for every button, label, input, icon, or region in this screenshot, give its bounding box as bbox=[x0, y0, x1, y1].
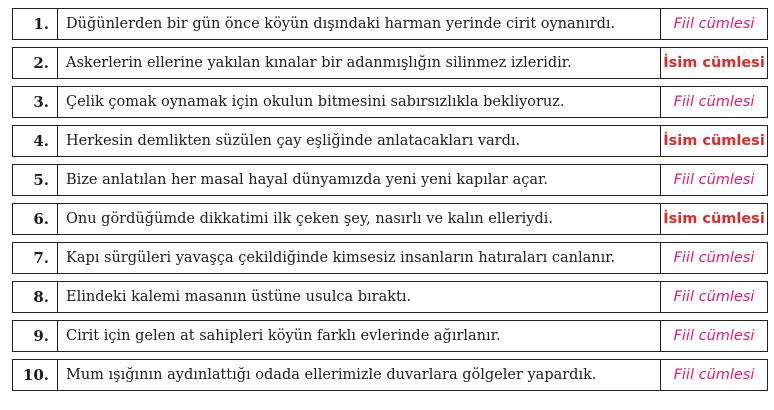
row-number: 8. bbox=[12, 281, 58, 313]
table-row bbox=[12, 281, 768, 313]
answer-label: Fiil cümlesi bbox=[661, 8, 768, 40]
table-row bbox=[12, 8, 768, 40]
table-row bbox=[12, 359, 768, 391]
row-number: 3. bbox=[12, 86, 58, 118]
sentence-text: Askerlerin ellerine yakılan kınalar bir adanmışlığın silinmez izleridir. bbox=[58, 47, 661, 79]
sentence-classification-sheet bbox=[12, 8, 768, 391]
answer-label: Fiil cümlesi bbox=[661, 320, 768, 352]
row-number: 10. bbox=[12, 359, 58, 391]
table-row bbox=[12, 164, 768, 196]
answer-label: Fiil cümlesi bbox=[661, 242, 768, 274]
answer-label: Fiil cümlesi bbox=[661, 164, 768, 196]
table-row bbox=[12, 86, 768, 118]
sentence-text: Elindeki kalemi masanın üstüne usulca bıraktı. bbox=[58, 281, 661, 313]
table-row bbox=[12, 47, 768, 79]
sentence-text: Kapı sürgüleri yavaşça çekildiğinde kimsesiz insanların hatıraları canlanır. bbox=[58, 242, 661, 274]
sentence-text: Çelik çomak oynamak için okulun bitmesini sabırsızlıkla bekliyoruz. bbox=[58, 86, 661, 118]
sentence-table bbox=[12, 8, 768, 391]
table-row bbox=[12, 203, 768, 235]
answer-label: İsim cümlesi bbox=[661, 203, 768, 235]
table-row bbox=[12, 125, 768, 157]
sentence-text: Düğünlerden bir gün önce köyün dışındaki harman yerinde cirit oynanırdı. bbox=[58, 8, 661, 40]
row-number: 6. bbox=[12, 203, 58, 235]
row-number: 5. bbox=[12, 164, 58, 196]
answer-label: İsim cümlesi bbox=[661, 47, 768, 79]
answer-label: Fiil cümlesi bbox=[661, 86, 768, 118]
row-number: 2. bbox=[12, 47, 58, 79]
row-number: 1. bbox=[12, 8, 58, 40]
sentence-text: Mum ışığının aydınlattığı odada ellerimizle duvarlara gölgeler yapardık. bbox=[58, 359, 661, 391]
row-number: 9. bbox=[12, 320, 58, 352]
table-row bbox=[12, 320, 768, 352]
table-row bbox=[12, 242, 768, 274]
answer-label: İsim cümlesi bbox=[661, 125, 768, 157]
sentence-text: Herkesin demlikten süzülen çay eşliğinde anlatacakları vardı. bbox=[58, 125, 661, 157]
row-number: 7. bbox=[12, 242, 58, 274]
sentence-text: Bize anlatılan her masal hayal dünyamızda yeni yeni kapılar açar. bbox=[58, 164, 661, 196]
answer-label: Fiil cümlesi bbox=[661, 359, 768, 391]
sentence-text: Onu gördüğümde dikkatimi ilk çeken şey, nasırlı ve kalın elleriydi. bbox=[58, 203, 661, 235]
row-number: 4. bbox=[12, 125, 58, 157]
answer-label: Fiil cümlesi bbox=[661, 281, 768, 313]
sentence-text: Cirit için gelen at sahipleri köyün farklı evlerinde ağırlanır. bbox=[58, 320, 661, 352]
